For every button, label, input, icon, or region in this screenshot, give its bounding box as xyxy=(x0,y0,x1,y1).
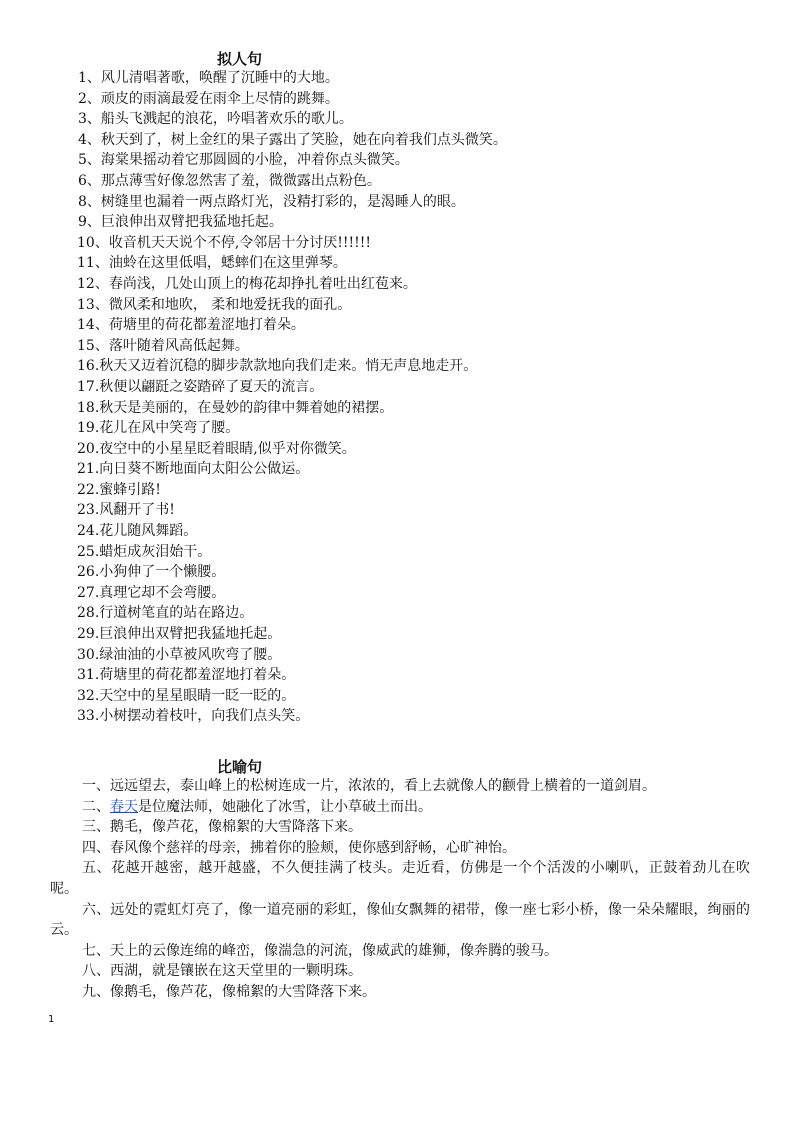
spring-link[interactable]: 春天 xyxy=(110,798,138,815)
paragraph-prefix: 二、 xyxy=(82,798,110,815)
metaphor-paragraph xyxy=(50,797,750,818)
list-item: 5、海棠果摇动着它那圆圆的小脸，冲着你点头微笑。 xyxy=(78,152,409,169)
list-item: 10、收音机天天说个不停,令邻居十分讨厌!!!!!! xyxy=(77,234,372,251)
list-item: 1、风儿清唱著歌，唤醒了沉睡中的大地。 xyxy=(78,70,339,86)
list-item: 15、落叶随着风高低起舞。 xyxy=(77,337,249,354)
list-item: 27.真理它却不会弯腰。 xyxy=(77,584,226,601)
list-item: 8、树缝里也漏着一两点路灯光，没精打彩的，是渴睡人的眼。 xyxy=(78,193,465,210)
paragraph-suffix: 是位魔法师，她融化了冰雪，让小草破土而出。 xyxy=(138,798,432,815)
list-item: 29.巨浪伸出双臂把我猛地托起。 xyxy=(77,626,282,643)
list-item: 30.绿油油的小草被风吹弯了腰。 xyxy=(77,646,282,663)
list-item: 16.秋天又迈着沉稳的脚步款款地向我们走来。悄无声息地走开。 xyxy=(77,358,478,375)
list-item: 25.蜡炬成灰泪始干。 xyxy=(77,543,212,560)
list-item: 19.花儿在风中笑弯了腰。 xyxy=(77,420,240,437)
list-item: 23.风翻开了书! xyxy=(77,502,175,519)
section-title-personification: 拟人句 xyxy=(217,50,263,68)
metaphor-paragraph: 六、远处的霓虹灯亮了，像一道亮丽的彩虹，像仙女飘舞的裙带，像一座七彩小桥，像一朵朵耀眼，绚丽的云。 xyxy=(50,901,750,939)
list-item: 13、微风柔和地吹， 柔和地爱抚我的面孔。 xyxy=(77,296,352,313)
list-item: 6、那点薄雪好像忽然害了羞，微微露出点粉色。 xyxy=(78,172,381,189)
page-number: 1 xyxy=(48,1014,55,1025)
list-item: 18.秋天是美丽的，在曼妙的韵律中舞着她的裙摆。 xyxy=(77,399,394,416)
metaphor-paragraph: 七、天上的云像连绵的峰峦，像湍急的河流，像威武的雄狮，像奔腾的骏马。 xyxy=(82,942,558,959)
list-item: 21.向日葵不断地面向太阳公公做运。 xyxy=(77,461,310,478)
list-item: 4、秋天到了，树上金红的果子露出了笑脸，她在向着我们点头微笑。 xyxy=(78,131,507,148)
list-item: 26.小狗伸了一个懒腰。 xyxy=(77,564,226,581)
list-item: 3、船头飞溅起的浪花，吟唱著欢乐的歌儿。 xyxy=(78,111,353,128)
list-item: 14、荷塘里的荷花都羞涩地打着朵。 xyxy=(77,317,305,334)
personification-list xyxy=(0,68,793,727)
metaphor-paragraph: 九、像鹅毛，像芦花，像棉絮的大雪降落下来。 xyxy=(82,983,376,1000)
list-item: 33.小树摆动着枝叶，向我们点头笑。 xyxy=(77,708,310,725)
list-item: 28.行道树笔直的站在路边。 xyxy=(77,605,254,622)
list-item: 11、油蛉在这里低唱，蟋蟀们在这里弹琴。 xyxy=(77,255,347,272)
list-item: 9、巨浪伸出双臂把我猛地托起。 xyxy=(78,214,283,231)
list-item: 22.蜜蜂引路! xyxy=(77,481,161,498)
metaphor-paragraph: 一、远远望去，泰山峰上的松树连成一片，浓浓的，看上去就像人的颧骨上横着的一道剑眉。 xyxy=(82,778,656,794)
list-item: 2、顽皮的雨滴最爱在雨伞上尽情的跳舞。 xyxy=(78,90,339,107)
list-item: 17.秋便以翩跹之姿踏碎了夏天的流言。 xyxy=(77,378,324,395)
metaphor-paragraph: 三、鹅毛，像芦花，像棉絮的大雪降落下来。 xyxy=(82,819,362,836)
list-item: 32.天空中的星星眼睛一眨一眨的。 xyxy=(77,687,296,704)
metaphor-paragraph: 四、春风像个慈祥的母亲，拂着你的脸颊，使你感到舒畅，心旷神怡。 xyxy=(82,839,516,856)
list-item: 31.荷塘里的荷花都羞涩地打着朵。 xyxy=(77,667,296,684)
list-item: 12、春尚浅，几处山顶上的梅花却挣扎着吐出红苞来。 xyxy=(77,275,417,292)
section-title-metaphor: 比喻句 xyxy=(217,758,263,776)
metaphor-paragraph: 五、花越开越密，越开越盛，不久便挂满了枝头。走近看，仿佛是一个个活泼的小喇叭，正鼓着劲儿在吹呢。 xyxy=(50,860,750,897)
metaphor-paragraph: 八、西湖，就是镶嵌在这天堂里的一颗明珠。 xyxy=(82,963,362,980)
list-item: 24.花儿随风舞蹈。 xyxy=(77,523,198,540)
list-item: 20.夜空中的小星星眨着眼睛,似乎对你微笑。 xyxy=(77,440,356,457)
metaphor-list xyxy=(50,776,750,1003)
